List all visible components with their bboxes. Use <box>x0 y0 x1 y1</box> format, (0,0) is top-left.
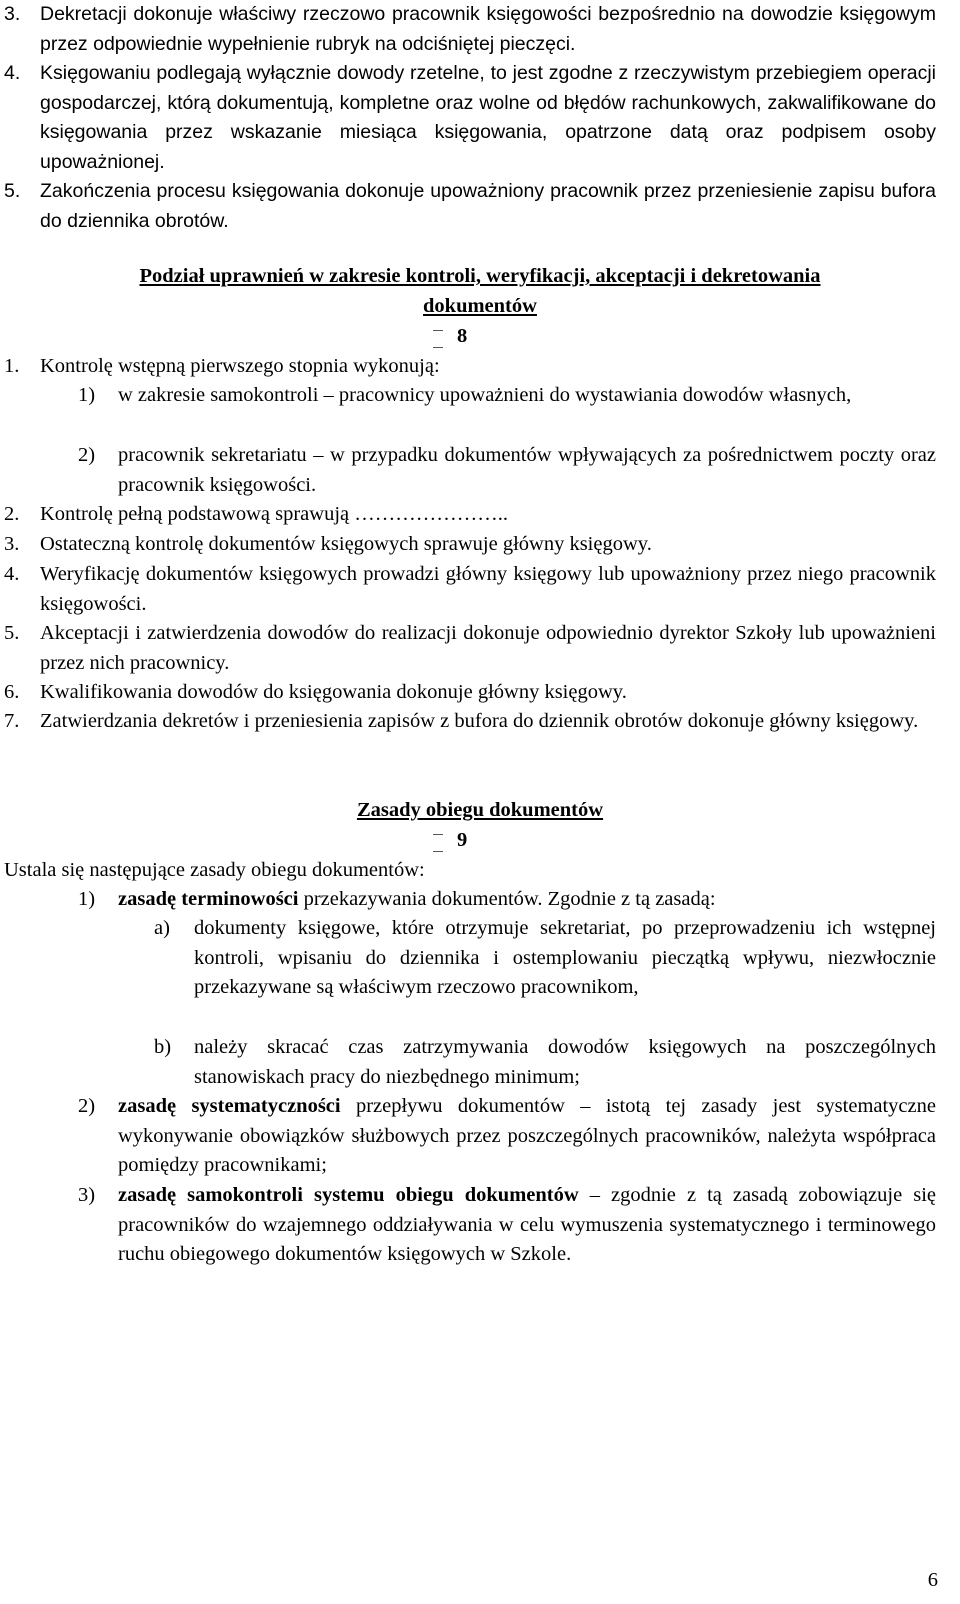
rule-description: przekazywania dokumentów. Zgodnie z tą zasadą: <box>298 888 716 910</box>
paragraph-number-value: 8 <box>457 325 468 347</box>
sub-sub-item-letter: b) <box>154 1036 172 1058</box>
sub-item-text <box>118 1181 936 1270</box>
rule-description: przepływu dokumentów – istotą tej zasady jest systematyczne wykonywanie obowiązków służbowych przez poszczególnych pracowników, należyta współpraca pomiędzy pracownikami; <box>118 1095 936 1176</box>
page-number: 6 <box>927 1569 938 1591</box>
item-text: Kwalifikowania dowodów do księgowania dokonuje główny księgowy. <box>40 681 627 703</box>
rule-name: zasadę systematyczności <box>118 1095 341 1117</box>
sub-item-number: 2) <box>78 444 96 466</box>
item-text: Kontrolę wstępną pierwszego stopnia wykonują: <box>40 355 440 377</box>
list-item <box>4 177 936 236</box>
sub-sub-list-item <box>154 1033 936 1092</box>
item-number: 5. <box>4 180 21 202</box>
item-text: Ostateczną kontrolę dokumentów księgowych sprawuje główny księgowy. <box>40 533 652 555</box>
paragraph-number <box>433 322 467 352</box>
item-text: Weryfikację dokumentów księgowych prowadzi główny księgowy lub upoważniony przez niego pracownik księgowości. <box>40 563 936 615</box>
sub-item-text <box>118 1092 936 1181</box>
sub-sub-item-text: dokumenty księgowe, które otrzymuje sekretariat, po przeprowadzeniu ich wstępnej kontroli, wpisaniu do dziennika i ostemplowaniu pieczątką wpływu, niezwłocznie przekazywane są właściwym rzeczowo pracownikom, <box>194 917 936 998</box>
list-item <box>4 530 936 560</box>
intro-text: Ustala się następujące zasady obiegu dokumentów: <box>4 859 425 881</box>
section-sign-icon <box>433 834 443 852</box>
sub-item-number: 1) <box>78 888 96 910</box>
rule-description: – zgodnie z tą zasadą zobowiązuje się pracowników do wzajemnego oddziaływania w celu wymuszenia systematycznego i terminowego ruchu obiegowego dokumentów księgowych w Szkole. <box>118 1184 936 1265</box>
item-text: Akceptacji i zatwierdzenia dowodów do realizacji dokonuje odpowiednio dyrektor Szkoły lub upoważnieni przez nich pracownicy. <box>40 622 936 674</box>
rule-name: zasadę terminowości <box>118 888 299 910</box>
section-heading: Podział uprawnień w zakresie kontroli, weryfikacji, akceptacji i dekretowania <box>139 265 821 287</box>
rule-name: zasadę samokontroli systemu obiegu dokumentów <box>118 1184 579 1206</box>
sub-item-text: pracownik sekretariatu – w przypadku dokumentów wpływających za pośrednictwem poczty oraz pracownik księgowości. <box>118 444 936 496</box>
item-text: Księgowaniu podlegają wyłącznie dowody rzetelne, to jest zgodne z rzeczywistym przebiegiem operacji gospodarczej, którą dokumentują, kompletne oraz wolne od błędów rachunkowych, zakwalifikowane do księgowania przez wskazanie miesiąca księgowania, opatrzone datą oraz podpisem osoby upoważnionej. <box>40 62 936 173</box>
paragraph-number-value: 9 <box>457 829 468 851</box>
section-heading: Zasady obiegu dokumentów <box>356 799 604 821</box>
item-number: 3. <box>4 3 21 25</box>
item-number: 4. <box>4 62 21 84</box>
item-number: 3. <box>4 533 20 555</box>
sub-item-number: 1) <box>78 384 96 406</box>
list-item <box>4 678 936 708</box>
item-number: 6. <box>4 681 20 703</box>
sub-item-text: w zakresie samokontroli – pracownicy upoważnieni do wystawiania dowodów własnych, <box>118 384 852 406</box>
sub-item-number: 3) <box>78 1184 96 1206</box>
sub-list-item <box>78 885 936 915</box>
paragraph-number <box>433 826 467 856</box>
item-text: Zatwierdzania dekretów i przeniesienia zapisów z bufora do dziennik obrotów dokonuje główny księgowy. <box>40 710 919 732</box>
list-item <box>4 0 936 59</box>
item-number: 7. <box>4 710 20 732</box>
item-text: Dekretacji dokonuje właściwy rzeczowo pracownik księgowości bezpośrednio na dowodzie księgowym przez odpowiednie wypełnienie rubryk na odciśniętej pieczęci. <box>40 3 936 55</box>
item-number: 4. <box>4 563 20 585</box>
list-item <box>4 707 936 737</box>
section-sign-icon <box>433 330 443 348</box>
sub-sub-item-text: należy skracać czas zatrzymywania dowodów księgowych na poszczególnych stanowiskach pracy do niezbędnego minimum; <box>194 1036 936 1088</box>
item-number: 2. <box>4 503 20 525</box>
list-item <box>4 59 936 177</box>
sub-list-item <box>78 1181 936 1270</box>
list-item <box>4 352 936 382</box>
item-number: 1. <box>4 355 20 377</box>
sub-item-text <box>118 885 936 915</box>
item-text: Kontrolę pełną podstawową sprawują ………………….. <box>40 503 508 525</box>
sub-list-item <box>78 441 936 500</box>
item-text: Zakończenia procesu księgowania dokonuje upoważniony pracownik przez przeniesienie zapisu bufora do dziennika obrotów. <box>40 180 936 232</box>
list-item <box>4 619 936 678</box>
item-number: 5. <box>4 622 20 644</box>
sub-sub-item-letter: a) <box>154 917 170 939</box>
list-item <box>4 500 936 530</box>
sub-sub-list-item <box>154 914 936 1003</box>
section-heading-cont: dokumentów <box>423 295 537 317</box>
sub-list-item <box>78 381 936 411</box>
list-item <box>4 560 936 619</box>
sub-list-item <box>78 1092 936 1181</box>
sub-item-number: 2) <box>78 1095 96 1117</box>
